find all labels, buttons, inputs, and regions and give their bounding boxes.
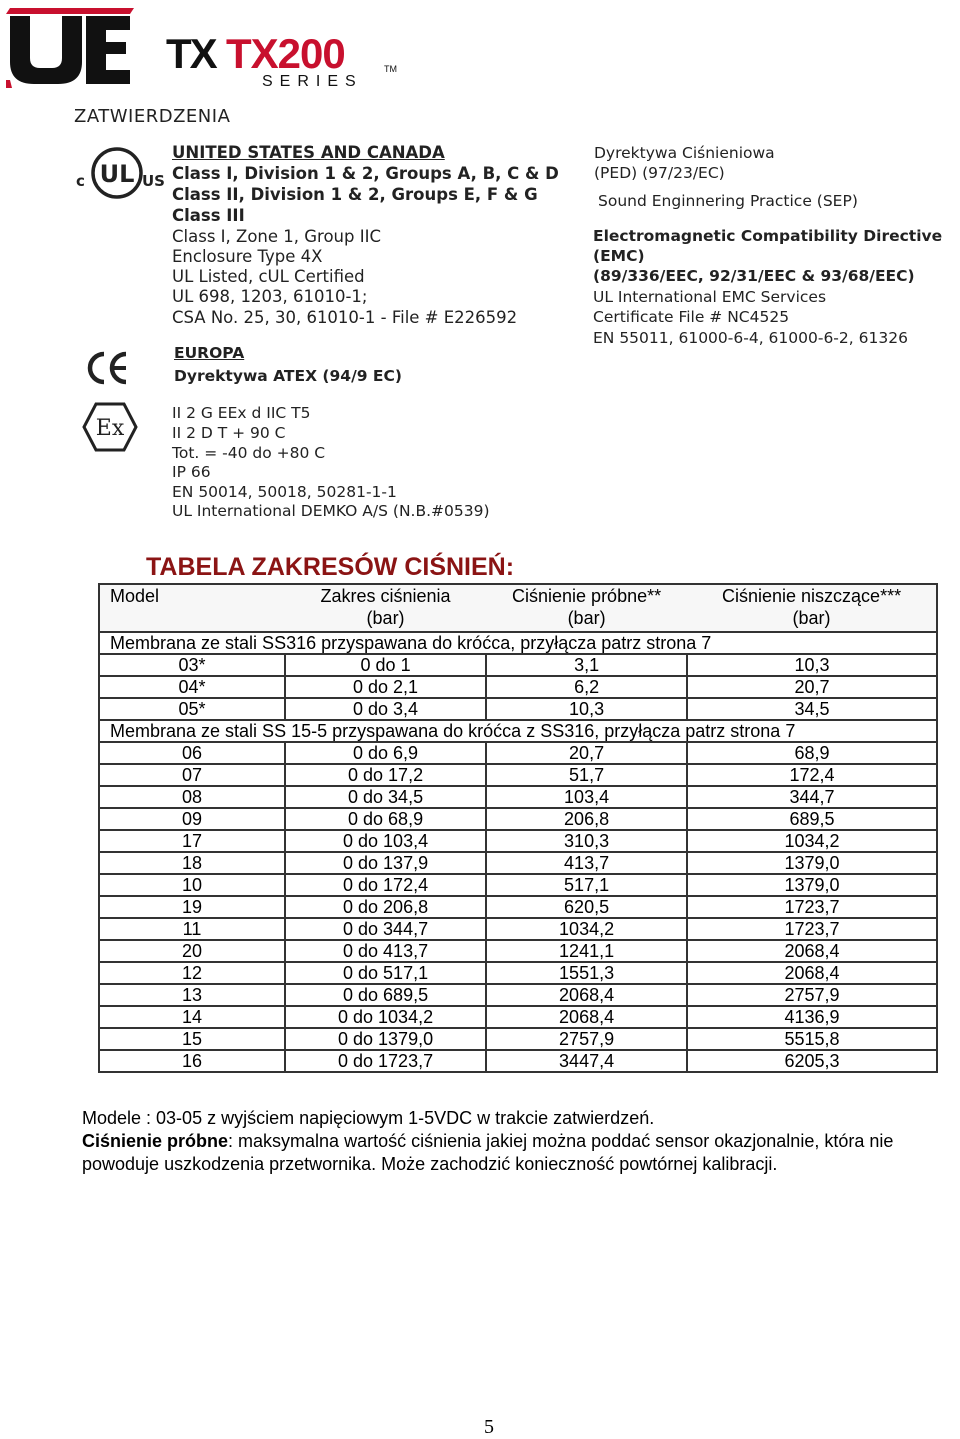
column-header [99,584,285,632]
notes [82,1107,922,1176]
table-row [99,1028,937,1050]
proof-pressure-cell: 51,7 [486,764,687,786]
burst-pressure-cell: 1034,2 [687,830,937,852]
atex-line: II 2 D T + 90 C [172,424,286,442]
proof-pressure-cell: 310,3 [486,830,687,852]
atex-line: II 2 G EEx d IIC T5 [172,404,311,422]
burst-pressure-cell: 4136,9 [687,1006,937,1028]
proof-pressure-cell: 3,1 [486,654,687,676]
column-header-label: Ciśnienie niszczące*** [722,586,902,606]
ped-heading: Dyrektywa Ciśnieniowa [594,144,775,162]
atex-line: UL International DEMKO A/S (N.B.#0539) [172,502,490,520]
model-cell: 08 [99,786,285,808]
models-note: Modele : 03-05 z wyjściem napięciowym 1-5VDC w trakcie zatwierdzeń. [82,1108,655,1128]
us-line: Class I, Zone 1, Group IIC [172,227,381,246]
table-row [99,808,937,830]
table-row [99,852,937,874]
column-header [687,584,937,632]
model-cell: 03* [99,654,285,676]
column-header-unit: (bar) [366,608,405,628]
table-row [99,676,937,698]
model-cell: 06 [99,742,285,764]
us-line: Class II, Division 1 & 2, Groups E, F & G [172,185,538,204]
proof-pressure-cell: 6,2 [486,676,687,698]
model-cell: 05* [99,698,285,720]
proof-pressure-cell: 206,8 [486,808,687,830]
emc-line: EN 55011, 61000-6-4, 61000-6-2, 61326 [593,329,908,347]
atex-line: IP 66 [172,463,211,481]
range-cell: 0 do 206,8 [285,896,486,918]
model-cell: 11 [99,918,285,940]
burst-pressure-cell: 5515,8 [687,1028,937,1050]
burst-pressure-cell: 1379,0 [687,874,937,896]
proof-pressure-cell: 20,7 [486,742,687,764]
ce-mark-icon [86,350,130,386]
column-header [486,584,687,632]
group-row [99,632,937,654]
burst-pressure-cell: 68,9 [687,742,937,764]
tx200-series-logo [166,30,406,92]
model-cell: 18 [99,852,285,874]
model-cell: 09 [99,808,285,830]
svg-text:Ex: Ex [95,416,125,441]
proof-pressure-cell: 2757,9 [486,1028,687,1050]
ex-hexagon-icon [82,402,138,452]
burst-pressure-cell: 344,7 [687,786,937,808]
approvals-title: ZATWIERDZENIA [74,106,231,127]
proof-pressure-label: Ciśnienie próbne [82,1131,229,1151]
svg-text:UL: UL [99,160,135,188]
burst-pressure-cell: 689,5 [687,808,937,830]
model-cell: 10 [99,874,285,896]
us-canada-heading: UNITED STATES AND CANADA [172,143,445,162]
table-row [99,1050,937,1072]
column-header-label: Model [110,586,160,606]
svg-text:SERIES: SERIES [262,73,363,90]
range-cell: 0 do 413,7 [285,940,486,962]
svg-text:US: US [142,172,165,190]
emc-line: Certificate File # NC4525 [593,308,790,326]
table-row [99,874,937,896]
svg-text:c: c [76,172,85,190]
column-header-label: Ciśnienie próbne** [512,586,662,606]
range-cell: 0 do 1379,0 [285,1028,486,1050]
svg-text:TM: TM [384,64,397,74]
column-header-label: Zakres ciśnienia [320,586,451,606]
table-row [99,1006,937,1028]
proof-pressure-cell: 1551,3 [486,962,687,984]
emc-heading: Electromagnetic Compatibility Directive [593,227,943,245]
range-cell: 0 do 34,5 [285,786,486,808]
emc-heading: (EMC) [593,247,645,265]
ue-logo [6,8,132,88]
range-cell: 0 do 137,9 [285,852,486,874]
model-cell: 15 [99,1028,285,1050]
culus-mark-icon [76,146,165,200]
column-header-unit: (bar) [567,608,606,628]
ped-code: (PED) (97/23/EC) [594,164,725,182]
range-cell: 0 do 344,7 [285,918,486,940]
model-cell: 20 [99,940,285,962]
page-number: 5 [484,1416,494,1438]
burst-pressure-cell: 34,5 [687,698,937,720]
emc-heading: (89/336/EEC, 92/31/EEC & 93/68/EEC) [593,267,915,285]
range-cell: 0 do 1723,7 [285,1050,486,1072]
us-line: Class III [172,206,245,225]
svg-text:TX: TX [166,30,216,77]
range-cell: 0 do 1 [285,654,486,676]
proof-pressure-cell: 10,3 [486,698,687,720]
proof-pressure-note [82,1130,922,1176]
model-cell: 19 [99,896,285,918]
model-cell: 07 [99,764,285,786]
range-cell: 0 do 2,1 [285,676,486,698]
range-cell: 0 do 17,2 [285,764,486,786]
burst-pressure-cell: 1723,7 [687,918,937,940]
burst-pressure-cell: 2757,9 [687,984,937,1006]
model-cell: 16 [99,1050,285,1072]
table-row [99,940,937,962]
proof-pressure-cell: 103,4 [486,786,687,808]
proof-pressure-cell: 413,7 [486,852,687,874]
us-line: Class I, Division 1 & 2, Groups A, B, C & D [172,164,559,183]
range-cell: 0 do 68,9 [285,808,486,830]
atex-line: Tot. = -40 do +80 C [172,444,326,462]
table-row [99,830,937,852]
model-cell: 12 [99,962,285,984]
table-header-row [99,584,937,632]
proof-pressure-cell: 1241,1 [486,940,687,962]
range-cell: 0 do 689,5 [285,984,486,1006]
model-cell: 13 [99,984,285,1006]
table-row [99,764,937,786]
table-row [99,786,937,808]
group-row [99,720,937,742]
pressure-ranges-table [98,583,938,1073]
atex-directive: Dyrektywa ATEX (94/9 EC) [174,367,402,385]
svg-text:TX200: TX200 [226,30,345,77]
us-line: UL Listed, cUL Certified [172,267,365,286]
proof-pressure-cell: 2068,4 [486,984,687,1006]
atex-line: EN 50014, 50018, 50281-1-1 [172,483,397,501]
table-row [99,984,937,1006]
proof-pressure-cell: 517,1 [486,874,687,896]
table-row [99,918,937,940]
model-cell: 14 [99,1006,285,1028]
burst-pressure-cell: 10,3 [687,654,937,676]
europe-heading: EUROPA [174,344,245,362]
emc-line: UL International EMC Services [593,288,827,306]
table-row [99,698,937,720]
model-cell: 04* [99,676,285,698]
column-header [285,584,486,632]
burst-pressure-cell: 172,4 [687,764,937,786]
table-row [99,962,937,984]
proof-pressure-text: : maksymalna wartość ciśnienia jakiej można poddać sensor okazjonalnie, która nie powoduje uszkodzenia przetwornika. Może zachodzić konieczność powtórnej kalibracji. [82,1131,894,1174]
sep-line: Sound Enginnering Practice (SEP) [598,192,858,210]
proof-pressure-cell: 1034,2 [486,918,687,940]
burst-pressure-cell: 2068,4 [687,962,937,984]
column-header-unit: (bar) [792,608,831,628]
us-line: UL 698, 1203, 61010-1; [172,287,368,306]
proof-pressure-cell: 3447,4 [486,1050,687,1072]
burst-pressure-cell: 6205,3 [687,1050,937,1072]
model-cell: 17 [99,830,285,852]
us-line: CSA No. 25, 30, 61010-1 - File # E226592 [172,308,518,327]
proof-pressure-cell: 620,5 [486,896,687,918]
range-cell: 0 do 6,9 [285,742,486,764]
group-label: Membrana ze stali SS316 przyspawana do króćca, przyłącza patrz strona 7 [99,632,937,654]
table-row [99,742,937,764]
burst-pressure-cell: 2068,4 [687,940,937,962]
range-cell: 0 do 172,4 [285,874,486,896]
table-title: TABELA ZAKRESÓW CIŚNIEŃ: [146,553,515,581]
range-cell: 0 do 103,4 [285,830,486,852]
us-line: Enclosure Type 4X [172,247,323,266]
range-cell: 0 do 3,4 [285,698,486,720]
burst-pressure-cell: 1723,7 [687,896,937,918]
burst-pressure-cell: 20,7 [687,676,937,698]
table-row [99,654,937,676]
burst-pressure-cell: 1379,0 [687,852,937,874]
proof-pressure-cell: 2068,4 [486,1006,687,1028]
range-cell: 0 do 517,1 [285,962,486,984]
range-cell: 0 do 1034,2 [285,1006,486,1028]
group-label: Membrana ze stali SS 15-5 przyspawana do króćca z SS316, przyłącza patrz strona 7 [99,720,937,742]
table-row [99,896,937,918]
